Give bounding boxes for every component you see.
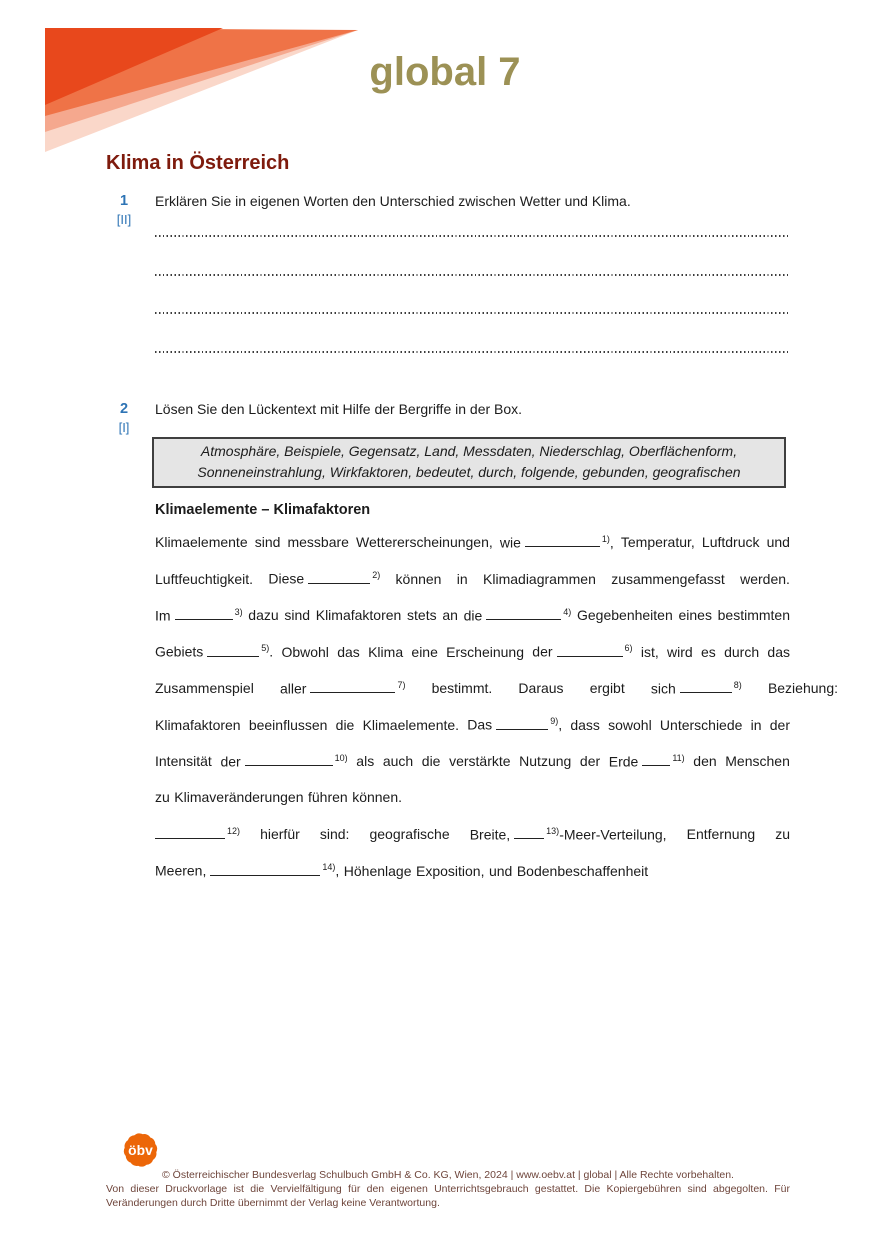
cloze-word: verstärkte bbox=[449, 753, 511, 770]
cloze-blank-number: 6) bbox=[624, 643, 633, 653]
cloze-word: können. bbox=[352, 789, 403, 805]
cloze-word: das bbox=[767, 643, 790, 660]
cloze-blank-number: 5) bbox=[261, 643, 270, 653]
cloze-word: und bbox=[766, 534, 790, 551]
cloze-word: die bbox=[335, 716, 355, 733]
cloze-blank bbox=[207, 654, 259, 657]
cloze-word: sowohl bbox=[608, 716, 652, 733]
cloze-subheading: Klimaelemente – Klimafaktoren bbox=[155, 501, 371, 518]
answer-line bbox=[155, 212, 790, 237]
cloze-line bbox=[155, 630, 790, 667]
cloze-word: beeinflussen bbox=[248, 716, 328, 733]
cloze-line bbox=[155, 740, 790, 777]
cloze-token-with-blank bbox=[155, 826, 240, 843]
cloze-token-with-blank: Meeren, $^{14)}$, bbox=[155, 862, 340, 879]
cloze-word: sind bbox=[254, 534, 281, 551]
cloze-token-with-blank: Diese $^{2)}$ bbox=[268, 570, 381, 587]
cloze-word: ist, bbox=[640, 643, 659, 660]
cloze-blank-number: 9) bbox=[550, 716, 559, 726]
cloze-blank bbox=[308, 581, 370, 584]
word-box-line: Sonneneinstrahlung, Wirkfaktoren, bedeutet, durch, folgende, gebunden, geografischen bbox=[197, 463, 741, 480]
cloze-word: der bbox=[579, 753, 601, 770]
cloze-word: Klimadiagrammen bbox=[483, 570, 596, 587]
cloze-blank bbox=[642, 763, 670, 766]
copyright-line: © Österreichischer Bundesverlag Schulbuch GmbH & Co. KG, Wien, 2024 | www.oebv.at | global | Alle Rechte vorbehalten. bbox=[162, 1169, 734, 1181]
cloze-blank bbox=[310, 690, 395, 693]
cloze-token-with-blank: Gebiets $^{5)}$. bbox=[155, 643, 274, 660]
cloze-word: in bbox=[456, 570, 468, 587]
cloze-word: Klima bbox=[368, 643, 404, 660]
cloze-word: Nutzung bbox=[519, 753, 572, 770]
cloze-word: in bbox=[750, 716, 762, 733]
answer-line bbox=[155, 314, 790, 353]
cloze-word: führen bbox=[308, 789, 348, 805]
cloze-word: Erscheinung bbox=[446, 643, 524, 660]
cloze-word: Obwohl bbox=[281, 643, 329, 660]
exercise1-number: 1 bbox=[119, 193, 129, 209]
cloze-word: geografische bbox=[369, 826, 450, 843]
cloze-word: eine bbox=[411, 643, 438, 660]
answer-line bbox=[155, 237, 790, 276]
answer-line bbox=[155, 276, 790, 315]
cloze-word: wird bbox=[667, 643, 693, 660]
cloze-word: zu bbox=[155, 789, 170, 805]
exercise2-instruction: Lösen Sie den Lückentext mit Hilfe der Bergriffe in der Box. bbox=[155, 400, 523, 417]
cloze-word: Luftdruck bbox=[701, 534, 760, 551]
cloze-word: Zusammenspiel bbox=[155, 680, 254, 697]
cloze-blank bbox=[245, 763, 333, 766]
cloze-word: und bbox=[488, 862, 513, 879]
cloze-blank-number: 7) bbox=[397, 679, 406, 690]
exercise1-header bbox=[106, 191, 890, 227]
cloze-word: sind: bbox=[319, 826, 350, 843]
cloze-word: Klimafaktoren bbox=[315, 607, 402, 624]
exercise2-number: 2 bbox=[119, 400, 129, 417]
cloze-blank-number: 10) bbox=[334, 752, 348, 763]
cloze-blank-number: 12) bbox=[227, 825, 241, 836]
cloze-blank-number: 4) bbox=[563, 606, 572, 617]
exercise1-number-column bbox=[106, 191, 142, 227]
cloze-blank-number: 8) bbox=[733, 679, 742, 690]
cloze-word: an bbox=[442, 607, 458, 624]
cloze-word: Klimaelemente bbox=[155, 534, 248, 551]
cloze-word: dazu bbox=[248, 607, 279, 624]
cloze-word: Luftfeuchtigkeit. bbox=[155, 570, 254, 587]
word-box-line: Atmosphäre, Beispiele, Gegensatz, Land, Messdaten, Niederschlag, Oberflächenform, bbox=[200, 442, 738, 459]
cloze-token-with-blank: Breite, $^{13)}$-Meer-Verteilung, bbox=[469, 825, 667, 843]
cloze-line bbox=[155, 703, 790, 740]
page-title: Klima in Österreich bbox=[106, 152, 290, 174]
cloze-blank-number: 3) bbox=[234, 606, 243, 617]
cloze-line bbox=[155, 849, 790, 886]
cloze-word: Unterschiede bbox=[659, 716, 743, 733]
cloze-word: der bbox=[769, 716, 790, 733]
cloze-line bbox=[155, 813, 790, 850]
cloze-blank bbox=[514, 836, 544, 839]
cloze-blank bbox=[486, 617, 561, 620]
cloze-word: können bbox=[395, 570, 442, 587]
cloze-blank bbox=[525, 544, 600, 547]
cloze-word: Entfernung bbox=[686, 826, 756, 843]
cloze-token-with-blank: wie $^{1)}$, bbox=[499, 533, 614, 551]
cloze-line bbox=[155, 557, 790, 594]
exercise1-level-badge: [II] bbox=[116, 212, 132, 227]
cloze-word: dass bbox=[570, 716, 600, 733]
cloze-word: Klimaelemente. bbox=[362, 716, 460, 733]
cloze-line bbox=[155, 667, 838, 704]
cloze-word: bestimmten bbox=[717, 607, 790, 624]
cloze-word: Wettererscheinungen, bbox=[356, 534, 493, 551]
cloze-token-with-blank: die $^{4)}$ bbox=[463, 606, 572, 624]
cloze-token-with-blank: der $^{10)}$ bbox=[220, 752, 348, 770]
cloze-line bbox=[155, 594, 790, 631]
cloze-word: Temperatur, bbox=[620, 534, 695, 551]
cloze-word: ergibt bbox=[589, 680, 625, 697]
header bbox=[0, 0, 890, 148]
cloze-blank bbox=[155, 836, 225, 839]
cloze-word: Höhenlage bbox=[343, 862, 412, 879]
exercise1-instruction: Erklären Sie in eigenen Worten den Unterschied zwischen Wetter und Klima. bbox=[155, 193, 631, 209]
cloze-text bbox=[155, 521, 838, 886]
cloze-token-with-blank: der $^{6)}$ bbox=[532, 643, 633, 660]
cloze-blank bbox=[496, 727, 548, 730]
cloze-word: den bbox=[693, 753, 717, 770]
cloze-blank-number: 14) bbox=[322, 862, 336, 872]
exercise2-header bbox=[106, 399, 890, 435]
cloze-word: sind bbox=[284, 607, 311, 624]
cloze-line bbox=[155, 776, 790, 813]
cloze-word: auch bbox=[382, 753, 414, 770]
exercise1-answer-lines bbox=[155, 212, 790, 353]
cloze-word: Klimafaktoren bbox=[155, 716, 241, 733]
cloze-word: hierfür bbox=[260, 826, 300, 843]
cloze-word: stets bbox=[407, 607, 437, 624]
cloze-word: Menschen bbox=[725, 753, 790, 770]
cloze-word: Daraus bbox=[518, 680, 564, 697]
cloze-blank-number: 13) bbox=[546, 825, 560, 836]
cloze-word: es bbox=[701, 643, 716, 660]
cloze-blank-number: 11) bbox=[672, 752, 685, 763]
cloze-word: Intensität bbox=[155, 753, 212, 770]
cloze-word: zusammengefasst bbox=[611, 570, 725, 587]
cloze-word: bestimmt. bbox=[431, 680, 493, 697]
cloze-token-with-blank: aller $^{7)}$ bbox=[279, 679, 406, 697]
cloze-blank bbox=[210, 873, 320, 876]
footer bbox=[0, 1118, 890, 1259]
cloze-blank bbox=[175, 617, 233, 620]
cloze-word: messbare bbox=[287, 534, 349, 551]
cloze-token-with-blank: Erde $^{11)}$ bbox=[608, 752, 685, 770]
cloze-word: Gegebenheiten bbox=[577, 607, 673, 624]
brand-title: global 7 bbox=[369, 50, 521, 94]
cloze-word: das bbox=[337, 643, 360, 660]
cloze-blank bbox=[557, 654, 623, 657]
cloze-token-with-blank: Im $^{3)}$ bbox=[155, 606, 243, 624]
cloze-line bbox=[155, 521, 790, 558]
cloze-token-with-blank: Das $^{9)}$, bbox=[467, 716, 563, 733]
cloze-word: Bodenbeschaffenheit bbox=[516, 862, 649, 879]
cloze-word: als bbox=[356, 753, 375, 770]
cloze-word: durch bbox=[724, 643, 760, 660]
cloze-word: Exposition, bbox=[416, 862, 485, 879]
cloze-token-with-blank: sich $^{8)}$ bbox=[650, 679, 742, 697]
cloze-word: Klimaveränderungen bbox=[174, 789, 304, 805]
oebv-logo-text: öbv bbox=[128, 1142, 153, 1159]
cloze-blank-number: 2) bbox=[372, 570, 381, 580]
disclaimer-text: Von dieser Druckvorlage ist die Vervielfältigung für den eigenen Unterrichtsgebrauch gestattet. Die Kopiergebühren sind abgegolten. Für Veränderungen durch Dritte übernimmt der Verlag keine Verantwortung. bbox=[106, 1183, 790, 1209]
cloze-blank bbox=[680, 690, 732, 693]
cloze-word: die bbox=[421, 753, 441, 770]
exercise2-number-column bbox=[106, 399, 142, 435]
cloze-word: Beziehung: bbox=[767, 680, 838, 697]
exercise2-level-badge: [I] bbox=[118, 419, 130, 435]
cloze-blank-number: 1) bbox=[601, 533, 610, 544]
cloze-word: zu bbox=[775, 826, 790, 843]
cloze-word: eines bbox=[678, 607, 712, 624]
word-box bbox=[152, 437, 786, 488]
cloze-word: werden. bbox=[740, 570, 790, 587]
